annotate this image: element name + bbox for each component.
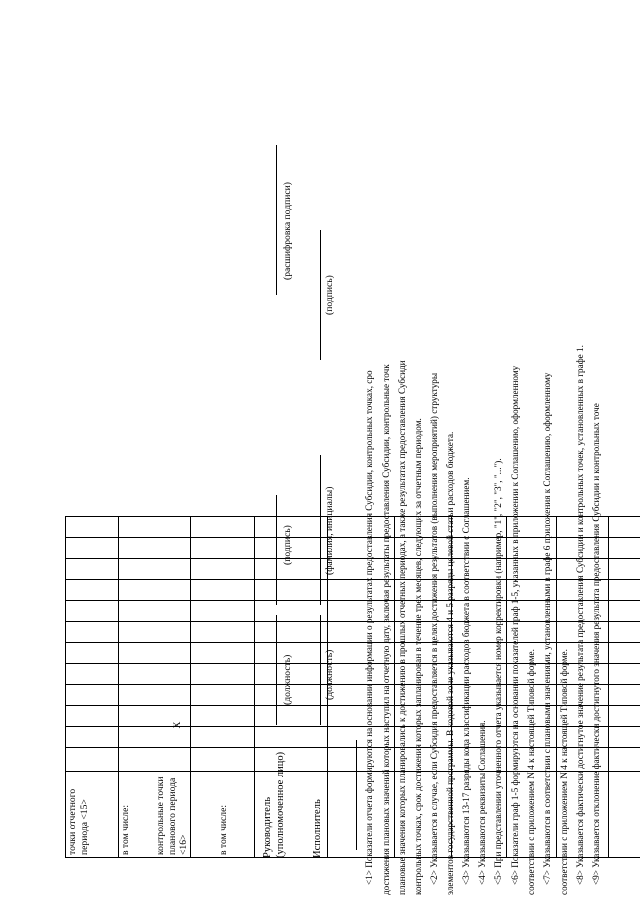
cell xyxy=(191,748,255,772)
signature-caption: (подпись) xyxy=(282,525,293,565)
cell xyxy=(609,517,640,538)
cell xyxy=(66,559,119,580)
signature-line xyxy=(276,495,277,605)
cell xyxy=(119,601,191,622)
cell xyxy=(191,685,255,706)
footnote-line: <3> Указываются 13-17 разряды кода классификации расходов бюджета в соответствии с Соглашением. xyxy=(461,477,471,885)
position-caption: (должность) xyxy=(282,654,293,705)
cell xyxy=(255,706,328,727)
cell xyxy=(66,517,119,538)
cell xyxy=(609,643,640,664)
cell xyxy=(119,538,191,559)
cell xyxy=(66,664,119,685)
decoding-line xyxy=(276,145,277,295)
position-line xyxy=(276,615,277,725)
footnote-line: достижения плановых значений которых наступил на отчетную дату, включая результаты предоставления Субсидии, контрольные точк xyxy=(381,364,391,895)
cell xyxy=(609,706,640,727)
cell xyxy=(191,601,255,622)
cell xyxy=(66,727,119,748)
cell xyxy=(66,538,119,559)
signature2-caption: (подпись) xyxy=(324,275,335,315)
cell xyxy=(255,601,328,622)
cell xyxy=(609,685,640,706)
x-mark: X xyxy=(172,721,183,729)
cell xyxy=(66,643,119,664)
cell xyxy=(255,580,328,601)
cell xyxy=(119,580,191,601)
cell xyxy=(609,748,640,772)
executor-label: Исполнитель xyxy=(312,799,323,858)
row-label-including: в том числе: xyxy=(120,804,131,855)
footnote-line: <1> Показатели отчета формируются на основании информации о результатах предоставления Субсидии, контрольных точках, сро xyxy=(364,370,374,885)
position2-line xyxy=(320,615,321,725)
cell xyxy=(191,538,255,559)
cell xyxy=(191,664,255,685)
footnote-line: <8> Указывается фактически достигнутое значение результата предоставления Субсидии и контрольных точек, установленных в графе 1. xyxy=(575,345,585,885)
cell xyxy=(255,622,328,643)
cell xyxy=(609,538,640,559)
cell xyxy=(66,622,119,643)
cell xyxy=(609,727,640,748)
footnote-line: плановые значения которых планировались к достижению в прошлых отчетных периодах, а также результатах предоставления Субсиди xyxy=(397,360,407,895)
footnote-line: <2> Указывается в случае, если Субсидия предоставляется в целях достижения результатов (выполнения мероприятий) структуры xyxy=(429,372,439,885)
cell xyxy=(609,622,640,643)
footnote-line: соответствии с приложением N 4 к настоящей Типовой форме. xyxy=(526,649,536,895)
footnote-line: элементов государственной программы. В кодовой зоне указываются 4 и 5 разряды целевой статьи расходов бюджета. xyxy=(445,431,455,895)
decoding-caption: (расшифровка подписи) xyxy=(282,182,293,280)
row-label-planned-period: контрольные точки планового периода <16> xyxy=(155,776,189,855)
cell xyxy=(609,559,640,580)
row-label-including-2: в том числе: xyxy=(218,804,229,855)
cell xyxy=(191,622,255,643)
cell xyxy=(191,706,255,727)
cell xyxy=(66,601,119,622)
cell xyxy=(609,664,640,685)
cell xyxy=(119,643,191,664)
cell xyxy=(609,601,640,622)
cell xyxy=(66,706,119,727)
position2-caption: (должность) xyxy=(324,649,335,700)
name-line xyxy=(320,455,321,605)
cell xyxy=(119,622,191,643)
cell xyxy=(119,748,191,772)
footnote-line: <4> Указываются реквизиты Соглашения. xyxy=(477,720,487,885)
cell xyxy=(191,580,255,601)
footnote-line: <7> Указываются в соответствии с плановыми значениями, установленными в графе 6 приложения к Соглашению, оформленному xyxy=(542,372,552,885)
cell xyxy=(609,772,640,858)
footnote-line: <5> При представлении уточненного отчета указывается номер корректировки (например, "1", "2", "3", "..."). xyxy=(493,458,503,885)
footnote-line: соответствии с приложением N 4 к настоящей Типовой форме. xyxy=(559,649,569,895)
footnote-line: <6> Показатели граф 1-5 формируются на основании показателей граф 1-5, указанных в приложении к Соглашению, оформленному xyxy=(510,365,520,885)
footnote-line: контрольных точках, срок достижения которых запланирован в течение трех месяцев, следующих за отчетным периодом. xyxy=(413,418,423,895)
head-label: Руководитель (уполномоченное лицо) xyxy=(262,751,286,858)
footnote-separator xyxy=(356,740,357,850)
cell xyxy=(119,517,191,538)
cell xyxy=(66,748,119,772)
cell xyxy=(119,685,191,706)
signature2-line xyxy=(320,230,321,360)
footnote-line: <9> Указывается отклонение фактически достигнутого значения результата предоставления Субсидии и контрольных точе xyxy=(591,403,601,885)
cell xyxy=(66,580,119,601)
table-row xyxy=(609,517,640,858)
cell xyxy=(66,685,119,706)
cell xyxy=(119,664,191,685)
cell xyxy=(119,559,191,580)
cell xyxy=(191,727,255,748)
cell xyxy=(191,643,255,664)
row-label-reporting-period: точки отчетного периода <15> xyxy=(67,788,90,855)
cell xyxy=(609,580,640,601)
report-table xyxy=(65,516,640,858)
cell xyxy=(191,517,255,538)
name-caption: (фамилия, инициалы) xyxy=(324,486,335,575)
cell xyxy=(191,559,255,580)
